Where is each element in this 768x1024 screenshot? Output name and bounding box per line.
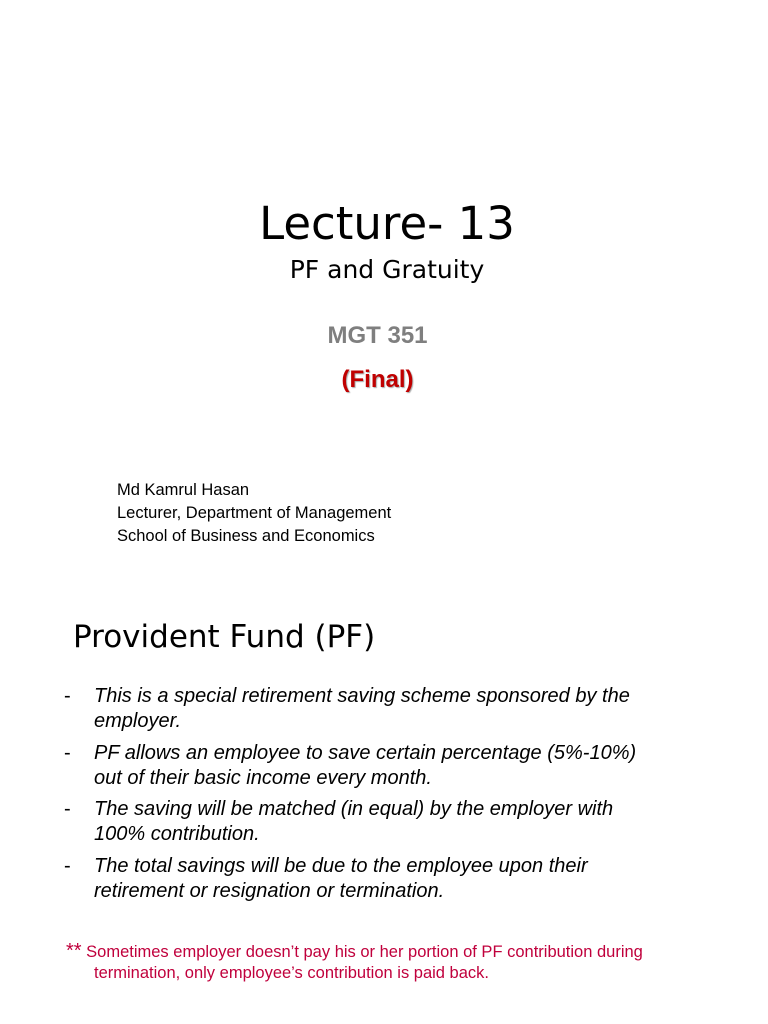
footnote-text: Sometimes employer doesn’t pay his or her portion of PF contribution during (81, 943, 643, 961)
bullet-text-line: The total savings will be due to the employee upon their (94, 854, 588, 877)
footnote-marker: ** (66, 940, 82, 962)
bullet-marker: - (64, 741, 71, 764)
bullet-marker: - (64, 854, 71, 877)
bullet-text-line: retirement or resignation or termination. (94, 879, 445, 902)
bullet-marker: - (64, 798, 71, 820)
author-name: Md Kamrul Hasan (117, 481, 250, 499)
bullet-text-line: 100% contribution. (94, 823, 260, 845)
bullet-text-line: out of their basic income every month. (94, 766, 432, 789)
list-item (64, 741, 704, 791)
author-block (117, 479, 391, 548)
bullet-marker: - (64, 685, 71, 707)
section-title: Provident Fund (PF) (73, 619, 376, 655)
footnote-line-2: termination, only employee’s contribution is paid back. (94, 964, 489, 982)
lecture-title: Lecture- 13 (259, 197, 515, 250)
course-code: MGT 351 (327, 322, 428, 349)
bullet-text-line: employer. (94, 710, 182, 732)
author-position: Lecturer, Department of Management (117, 504, 392, 522)
bullet-text-line: The saving will be matched (in equal) by the employer with (94, 798, 614, 820)
lecture-subtitle: PF and Gratuity (289, 255, 485, 284)
list-item (64, 854, 704, 904)
bullet-list (64, 684, 704, 910)
exam-label: (Final) (341, 366, 414, 393)
list-item (64, 684, 704, 734)
bullet-text-line: PF allows an employee to save certain percentage (5%-10%) (94, 741, 637, 764)
bullet-text-line: This is a special retirement saving scheme sponsored by the (94, 685, 630, 707)
footnote (66, 941, 706, 984)
list-item (64, 797, 704, 847)
author-school: School of Business and Economics (117, 527, 375, 545)
footnote-line (66, 941, 706, 963)
